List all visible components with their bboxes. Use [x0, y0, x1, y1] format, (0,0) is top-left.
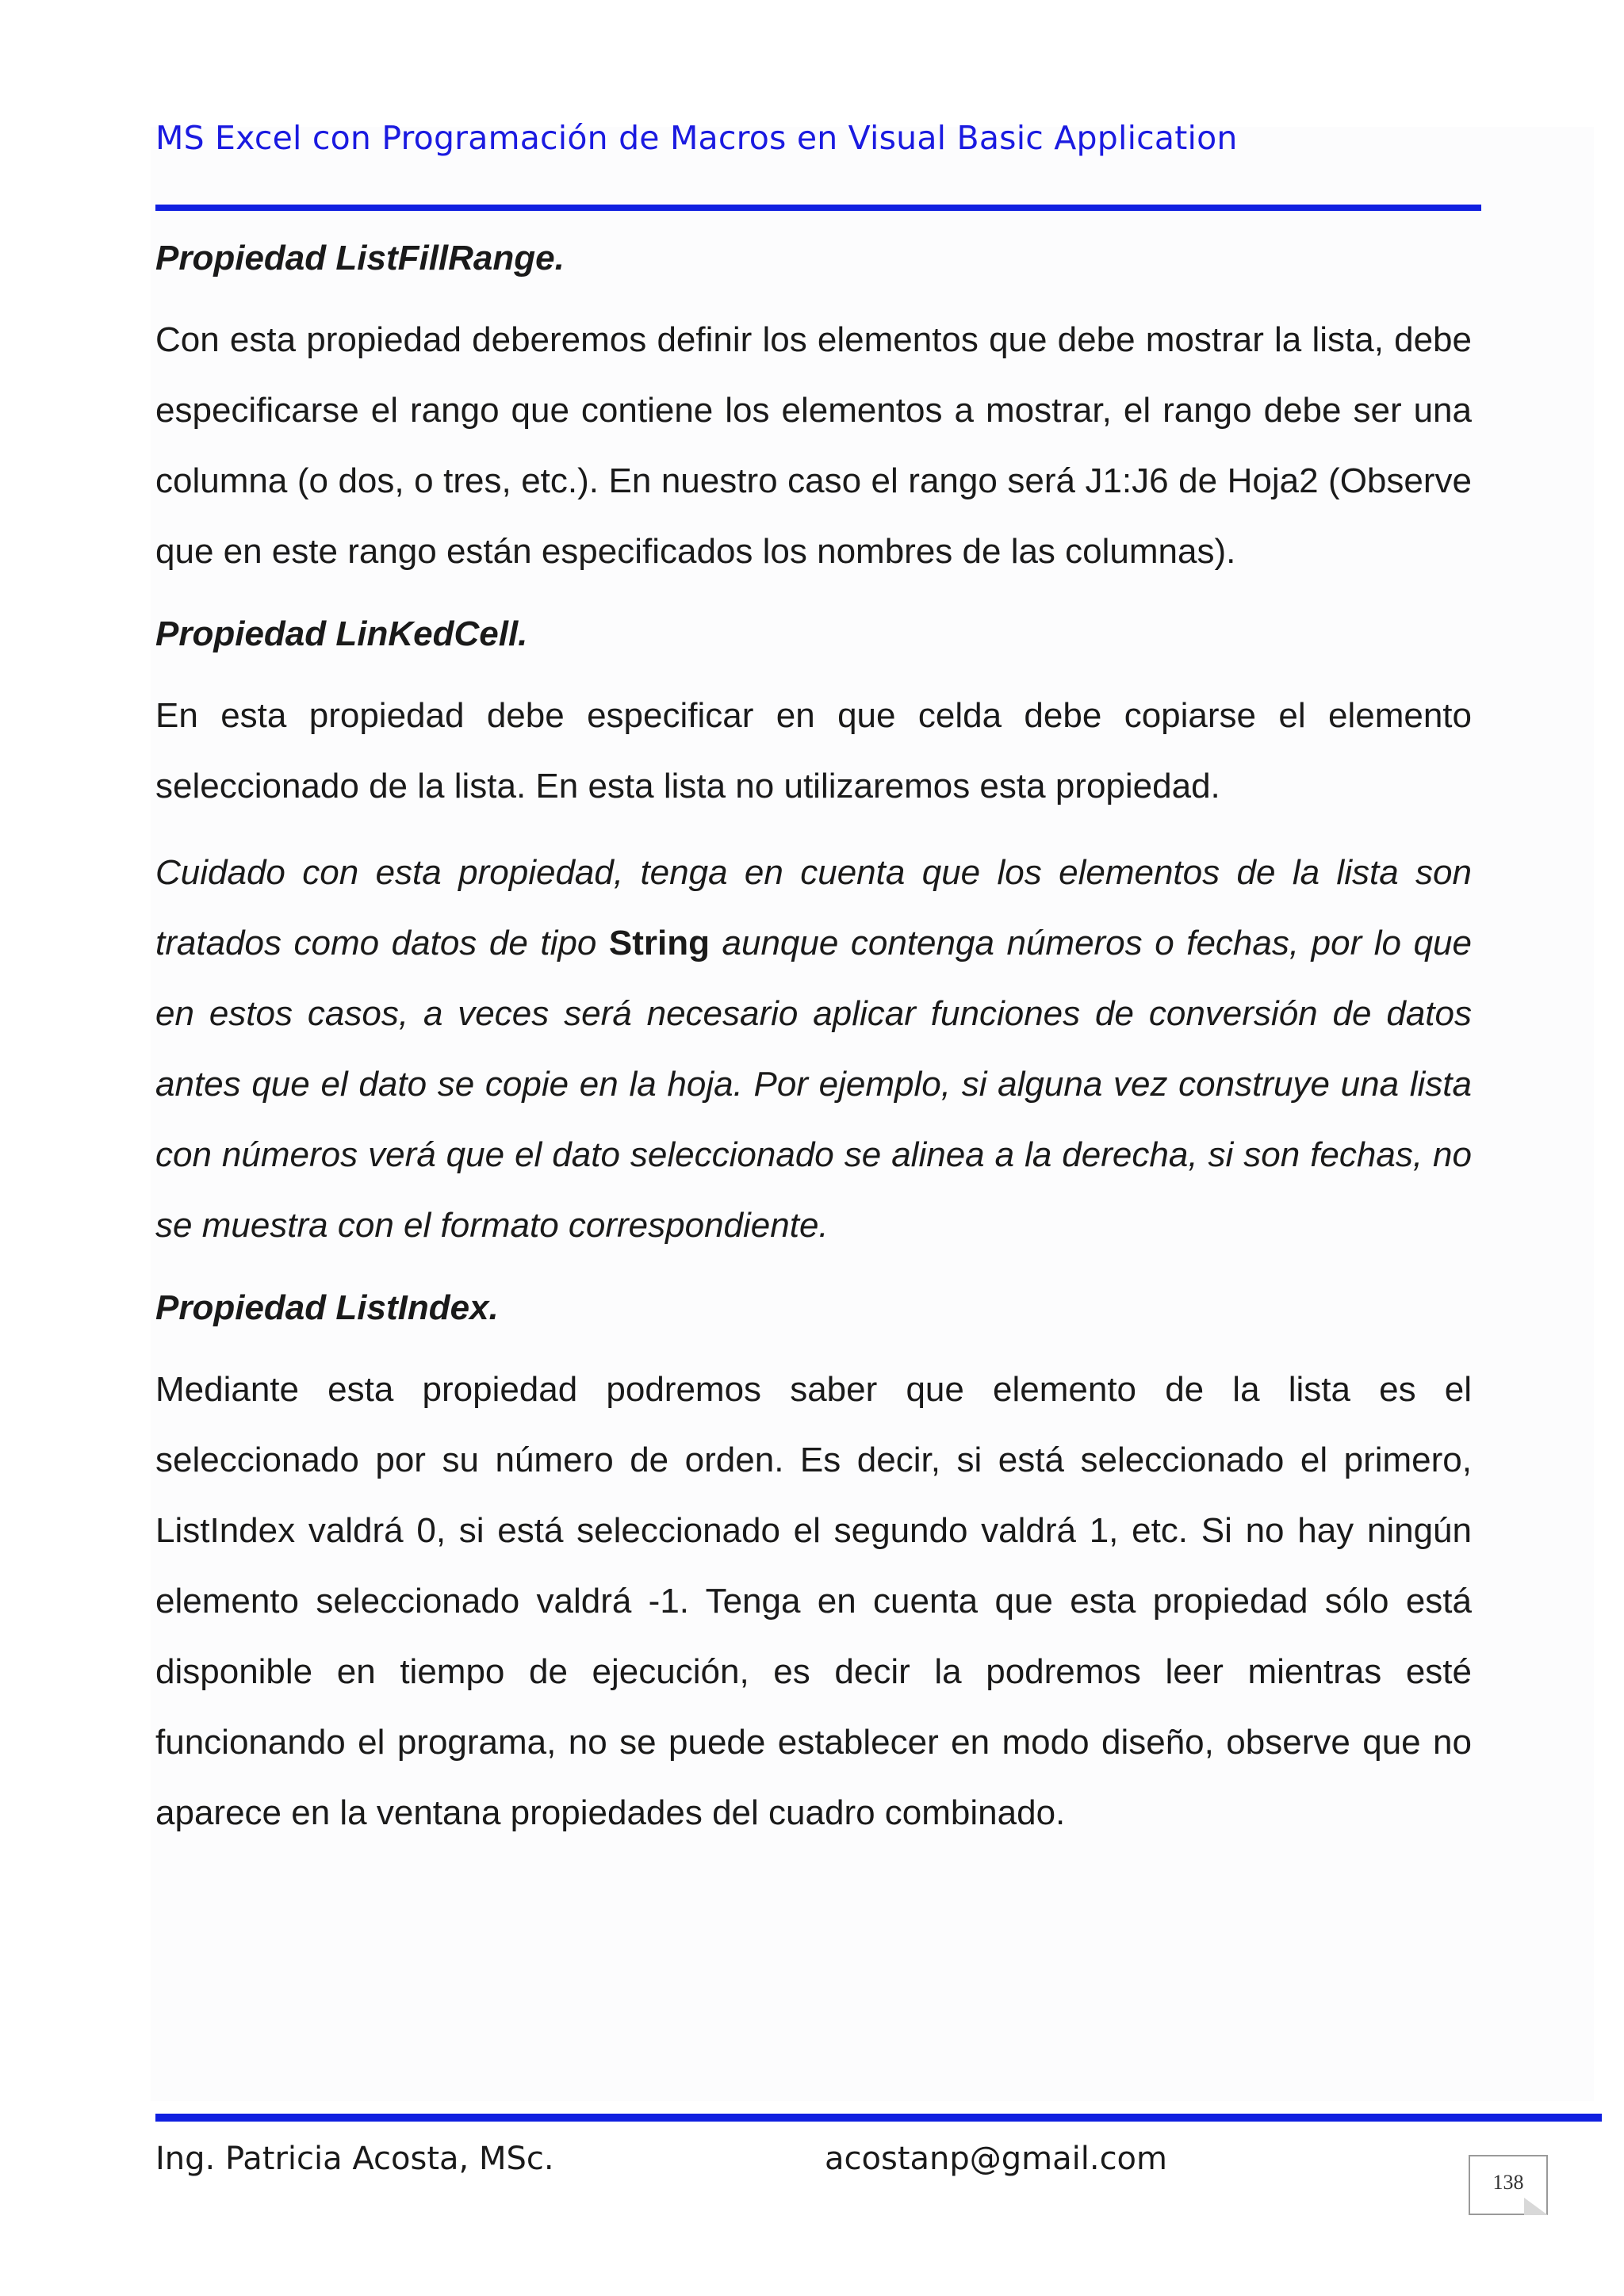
paragraph-listfillrange: Con esta propiedad deberemos definir los elementos que debe mostrar la lista, debe especificarse el rango que contiene los elementos a mostrar, el rango debe ser una columna (o dos, o tres, etc.). En nuestro caso el rango será J1:J6 de Hoja2 (Observe que en este rango están especificados los nombres de las columnas). [155, 320, 1472, 571]
caution-note-bold-string: String [608, 924, 710, 962]
caution-note-text-2: aunque contenga números o fechas, por lo que en estos casos, a veces será necesario aplicar funciones de conversión de datos antes que el dato se copie en la hoja. Por ejemplo, si alguna vez construye una lista con números verá que el dato seleccionado se alinea a la derecha, si son fechas, no se muestra con el formato correspondiente. [155, 924, 1472, 1245]
section-heading-linkedcell: Propiedad LinKedCell. [155, 614, 528, 653]
document-body [155, 227, 1472, 1864]
page-number: 138 [1492, 2171, 1524, 2194]
header-divider [155, 205, 1481, 211]
section-heading-listfillrange: Propiedad ListFillRange. [155, 239, 565, 277]
section-heading-listindex: Propiedad ListIndex. [155, 1288, 499, 1327]
footer-email: acostanp@gmail.com [825, 2141, 1167, 2177]
page-fold-corner [1524, 2198, 1548, 2215]
document-header-title: MS Excel con Programación de Macros en Visual Basic Application [155, 119, 1238, 157]
page-number-box [1469, 2155, 1548, 2215]
paragraph-linkedcell: En esta propiedad debe especificar en que celda debe copiarse el elemento seleccionado de la lista. En esta lista no utilizaremos esta propiedad. [155, 696, 1472, 806]
caution-note-text-1: Cuidado con esta propiedad, tenga en cuenta que los elementos de la lista son tratados como datos de tipo [155, 853, 1472, 962]
caution-note [155, 837, 1472, 1261]
paragraph-listindex: Mediante esta propiedad podremos saber que elemento de la lista es el seleccionado por su número de orden. Es decir, si está seleccionado el primero, ListIndex valdrá 0, si está seleccionado el segundo valdrá 1, etc. Si no hay ningún elemento seleccionado valdrá -1. Tenga en cuenta que esta propiedad sólo está disponible en tiempo de ejecución, es decir la podremos leer mientras esté funcionando el programa, no se puede establecer en modo diseño, observe que no aparece en la ventana propiedades del cuadro combinado. [155, 1370, 1472, 1832]
footer-author: Ing. Patricia Acosta, MSc. [155, 2141, 554, 2177]
footer-divider [155, 2114, 1602, 2122]
